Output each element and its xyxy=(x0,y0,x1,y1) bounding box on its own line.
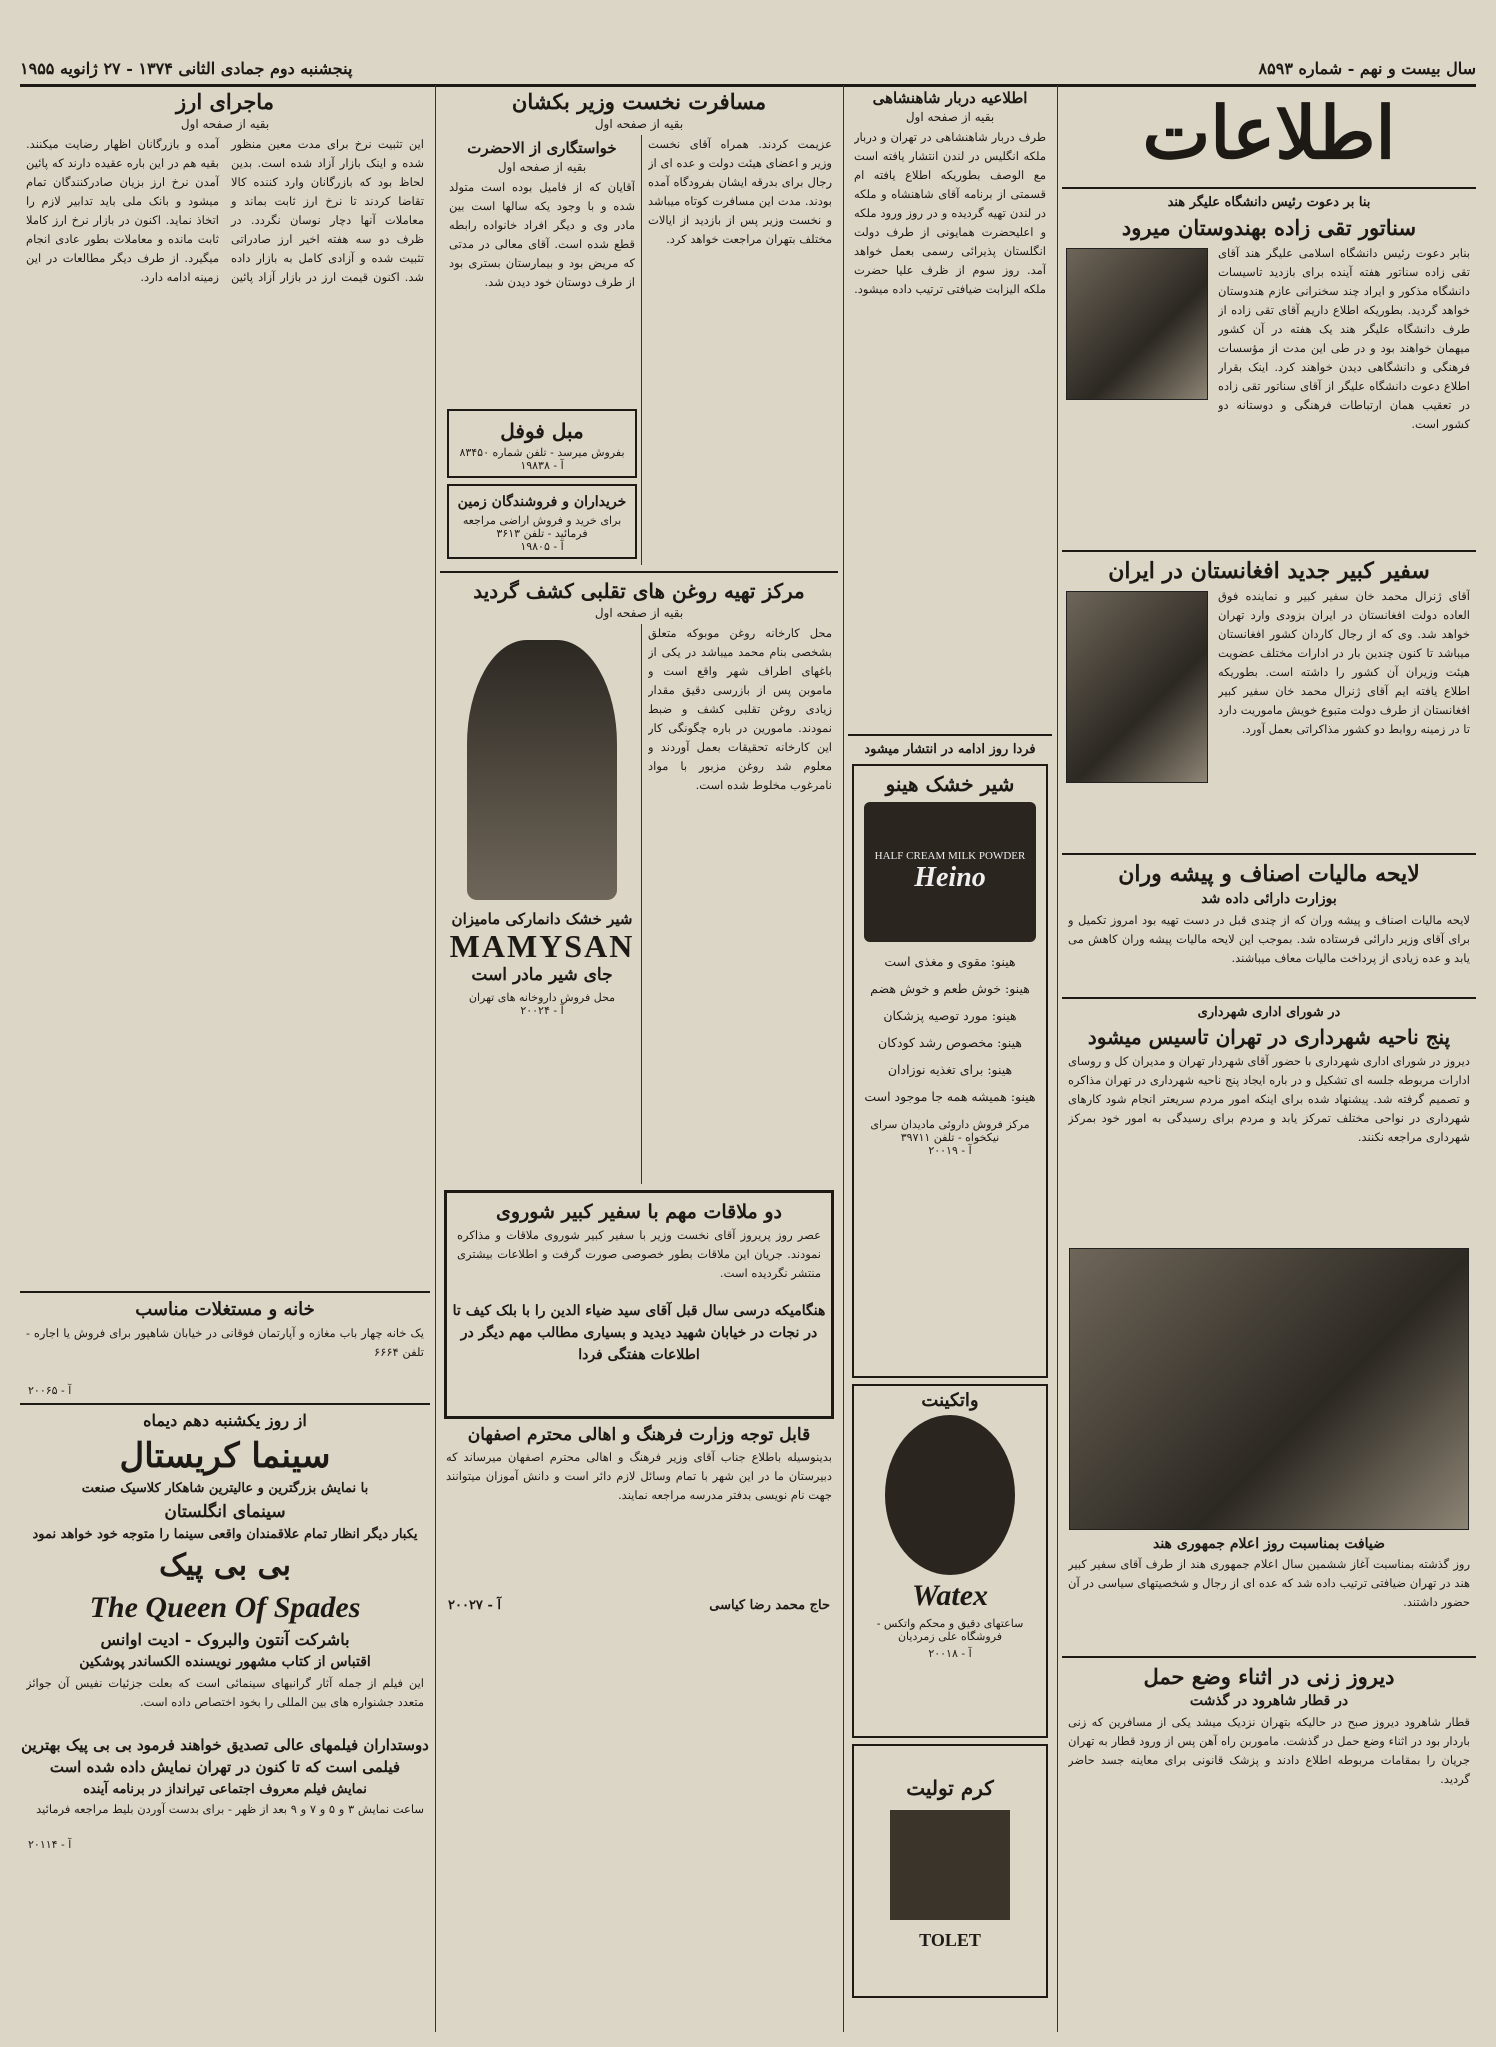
story-headline: ماجرای ارز xyxy=(176,89,274,114)
film-promo: دوستداران فیلمهای عالی تصدیق خواهند فرمود بی بی پیک بهترین فیلمی است که تا کنون در تهران نمایش داده شده است xyxy=(21,1735,429,1776)
mamysan-ad xyxy=(447,630,637,1170)
story-headline: پنج ناحیه شهرداری در تهران تاسیس میشود xyxy=(1087,1024,1451,1049)
ad-sub: جای شیر مادر است xyxy=(471,964,613,985)
story-body: دیروز در شورای اداری شهرداری با حضور آقای شهردار تهران و مدیران کل و روسای ادارات مربوطه جلسه ای تشکیل و در باره ایجاد پنج ناحیه شهرداری در تهران مذاکره و تصمیم گرفته شد. پیشنهاد شده برای اینکه امور مردم سریعتر انجام شود کارهای شهرداری در نواحی مختلف تمرکز یابد و مردم برای رسیدگی به امور خود بمرکز شهرداری مراجعه نکنند. xyxy=(1068,1053,1470,1144)
furniture-ad xyxy=(447,409,637,478)
column-left xyxy=(20,85,430,2032)
notice-line: فردا روز ادامه در انتشار میشود xyxy=(864,741,1036,757)
story-headline: سفیر کبیر جدید افغانستان در ایران xyxy=(1108,557,1430,584)
story-headline: مرکز تهیه روغن های تقلبی کشف گردید xyxy=(473,578,805,603)
ad-code: آ - ۲۰۰۱۹ xyxy=(928,1144,972,1157)
column-second xyxy=(848,85,1052,2032)
ad-code: آ - ۱۹۸۳۸ xyxy=(520,459,564,472)
cinema-line: سینمای انگلستان xyxy=(164,1501,286,1522)
film-cast: باشرکت آنتون والبروک - ادیت اوانس xyxy=(100,1630,350,1649)
column-right xyxy=(1062,85,1476,2032)
story-subhead: در قطار شاهرود در گذشت xyxy=(1189,1692,1349,1709)
ad-line: هینو: برای تغذیه نوزادان xyxy=(887,1062,1013,1077)
story-subhead: بقیه از صفحه اول xyxy=(594,117,684,132)
story-body: این تثبیت نرخ برای مدت معین منظور شده و اینک بازار آزاد شده است. بدین لحاظ بود که بازرگانان وارد کننده کالا تقاضا کردند تا نرخ ارز ثابت بماند و معاملات آنها دچار نوسان نگردد. در ظرف دو سه هفته اخیر ارز صادراتی تثبیت شده و آزادی کامل به بازار داده شد. اکنون قیمت ارز در بازار آزاد پائین آمده و بازرگانان اظهار رضایت میکنند. بقیه هم در این باره عقیده دارند که پائین آمدن نرخ ارز بزیان صادرکنندگان تمام میشود و بانک ملی باید تدابیر لازم را اتخاذ نماید. اکنون در بازار نرخ ارز کاملا ثابت مانده و معاملات بطور عادی انجام میگیرد. از طرف دیگر مطالعات در این زمینه ادامه دارد. xyxy=(26,137,424,285)
story-kicker: بنا بر دعوت رئیس دانشگاه علیگر هند xyxy=(1167,195,1371,210)
ad-title: خریداران و فروشندگان زمین xyxy=(457,494,627,510)
story-headline: دیروز زنی در اثناء وضع حمل xyxy=(1143,1664,1395,1690)
story-body: آقای ژنرال محمد خان سفیر کبیر و نماینده فوق العاده دولت افغانستان در ایران بزودی وارد تهران خواهد شد. وی که از رجال کاردان کشور افغانستان میباشد تا کنون چندین بار در ادارات مختلف عضویت هیئت وزیران آن کشور را داشته است. بطوریکه اطلاع یافته ایم آقای ژنرال محمد خان سفیر کبیر افغانستان از طرف دولت متبوع خویش ماموریت دارد تا در زمینه روابط دو کشور مذاکراتی بعمل آورد. xyxy=(1218,589,1470,736)
milk-can-illustration xyxy=(864,802,1036,942)
film-title-latin: The Queen Of Spades xyxy=(89,1590,361,1624)
story-headline: سناتور تقی زاده بهندوستان میرود xyxy=(1121,215,1417,241)
ad-line: هینو: مخصوص رشد کودکان xyxy=(878,1035,1022,1050)
film-next: نمایش فیلم معروف اجتماعی تیرانداز در برنامه آینده xyxy=(83,1781,367,1797)
ad-text: بفروش میرسد - تلفن شماره ۸۳۴۵۰ xyxy=(459,446,625,459)
cream-illustration xyxy=(890,1810,1010,1920)
ad-code: آ - ۲۰۰۲۴ xyxy=(520,1003,564,1017)
story-subhead: بقیه از صفحه اول xyxy=(905,109,995,124)
news-photo xyxy=(1069,1248,1469,1530)
ad-latin-brand: Heino xyxy=(914,862,986,893)
tolet-ad xyxy=(852,1744,1048,1998)
ad-title: مبل فوفل xyxy=(500,419,584,443)
story-body: قطار شاهرود دیروز صبح در حالیکه بتهران نزدیک میشد یکی از مسافرین که زنی باردار بود در اثناء وضع حمل در گذشت. ماموربن راه آهن پس از ورود قطار به تهران جریان را بمقامات مربوطه اطلاع دادند و پزشک قانونی برای معاینه جسد حاضر گردید. xyxy=(1068,1714,1470,1786)
ad-text: برای خرید و فروش اراضی مراجعه فرمائید - تلفن ۳۶۱۳ xyxy=(462,513,622,540)
film-title-fa: بی بی پیک xyxy=(159,1548,291,1583)
ad-code: آ - ۱۹۸۰۵ xyxy=(520,539,564,553)
cinema-name: سینما کریستال xyxy=(119,1435,331,1476)
ad-latin-brand: Watex xyxy=(911,1579,989,1612)
story-headline: قابل توجه وزارت فرهنگ و اهالی محترم اصفهان xyxy=(467,1424,811,1445)
ad-brand: شیر خشک دانمارکی مامیزان xyxy=(451,909,633,928)
ad-footer: ساعتهای دقیق و محکم واتکس - فروشگاه علی زمردیان xyxy=(876,1617,1024,1643)
ad-code: آ - ۲۰۰۲۷ xyxy=(448,1597,501,1613)
ad-brand: کرم تولیت xyxy=(906,1776,994,1800)
film-author: اقتباس از کتاب مشهور نویسنده الکساندر پوشکین xyxy=(79,1654,371,1670)
weekly-promo-box xyxy=(444,1190,834,1419)
story-signature: حاج محمد رضا کیاسی xyxy=(709,1597,830,1613)
portrait-photo xyxy=(1066,248,1208,400)
story-subhead: بقیه از صفحه اول xyxy=(594,605,684,620)
ad-line: هینو: همیشه همه جا موجود است xyxy=(864,1089,1036,1104)
ad-title: خانه و مستغلات مناسب xyxy=(135,1299,315,1321)
watex-ad xyxy=(852,1384,1048,1738)
land-ad xyxy=(447,484,637,559)
box-highlight: هنگامیکه درسی سال قبل آقای سید ضیاء الدین را با بلک کیف تا در نجات در خیابان شهید دیدید و بسیاری مطالب مهم دیگر در اطلاعات هفتگی فردا xyxy=(452,1303,826,1364)
ad-line: هینو: خوش طعم و خوش هضم xyxy=(870,981,1030,996)
ad-line: هینو: مورد توصیه پزشکان xyxy=(883,1008,1017,1023)
portrait-photo xyxy=(1066,591,1208,783)
issue-date: پنجشنبه دوم جمادی الثانی ۱۳۷۴ - ۲۷ ژانویه ۱۹۵۵ xyxy=(20,58,353,78)
story-body: بنابر دعوت رئیس دانشگاه اسلامی علیگر هند آقای تقی زاده سناتور هفته آینده برای بازدید تاسیسات دانشگاه مذکور و ایراد چند سخنرانی عازم هندوستان خواهد گردید. بطوریکه اطلاع داریم آقای تقی زاده از طرف دانشگاه علیگر هند یک هفته در آن کشور میهمان خواهند بود و در طی این مدت از مؤسسات فرهنگی و دانشگاهی دیدن خواهند کرد. اینک بقرار اطلاع دعوت دانشگاه علیگر از آقای سناتور تقی زاده در تعقیب همان ارتباطات فرهنگی و دوستانه دو کشور است. xyxy=(1218,245,1470,431)
ad-latin-line: HALF CREAM MILK POWDER xyxy=(874,850,1026,862)
ad-footer: مرکز فروش داروئی مادیدان سرای نیکخواه - تلفن ۳۹۷۱۱ xyxy=(870,1118,1030,1144)
photo-text: روز گذشته بمناسبت آغاز ششمین سال اعلام جمهوری هند از طرف آقای سفیر کبیر هند در تهران ضیافتی ترتیب داده شد که عده ای از رجال و شخصیتهای سیاسی در آن حضور داشتند. xyxy=(1068,1557,1470,1610)
photo-caption: ضیافت بمناسبت روز اعلام جمهوری هند xyxy=(1152,1535,1386,1552)
cinema-line: با نمایش بزرگترین و عالیترین شاهکار کلاسیک صنعت xyxy=(81,1481,369,1497)
story-body: بدینوسیله باطلاع جناب آقای وزیر فرهنگ و اهالی محترم اصفهان میرساند که دبیرستان ما در این شهر با تمام وسائل لازم دائر است و دانش آموزان میتوانند جهت نام نویسی بدفتر مدرسه مراجعه نمایند. xyxy=(446,1449,832,1502)
ad-brand: شیر خشک هینو xyxy=(885,772,1015,796)
column-divider xyxy=(435,85,436,2032)
story-body: لایحه مالیات اصناف و پیشه وران که از چندی قبل در دست تهیه بود امروز تکمیل و برای آقای وزیر دارائی فرستاده شد. بموجب این لایحه مالیات پیشه وران کاهش می یابد و عده زیادی از پرداخت مالیات معاف میباشند. xyxy=(1068,912,1470,965)
cinema-line: یکبار دیگر انظار تمام علاقمندان واقعی سینما را متوجه خود خواهد نمود xyxy=(32,1526,418,1542)
story-headline: اطلاعیه دربار شاهنشاهی xyxy=(872,89,1028,107)
sidebar-headline: خواستگاری از الاحضرت xyxy=(467,139,617,158)
story-subhead: بقیه از صفحه اول xyxy=(180,117,270,132)
story-headline: مسافرت نخست وزیر بکشان xyxy=(511,89,767,114)
ad-latin-brand: TOLET xyxy=(919,1930,981,1950)
watch-illustration xyxy=(885,1415,1015,1575)
ad-footer: محل فروش داروخانه های تهران xyxy=(468,990,616,1004)
story-subhead: بوزارت دارائی داده شد xyxy=(1201,890,1337,907)
box-body: عصر روز پریروز آقای نخست وزیر با سفیر کبیر شوروی ملاقات و مذاکره نمودند. جریان این ملاقات بطور خصوصی صورت گرفت و اطلاعات بیشتری منتشر نگردیده است. xyxy=(457,1228,821,1281)
column-third xyxy=(440,85,838,2032)
cinema-kicker: از روز یکشنبه دهم دیماه xyxy=(143,1410,307,1430)
story-kicker: در شورای اداری شهرداری xyxy=(1197,1004,1341,1020)
ad-code: آ - ۲۰۰۶۵ xyxy=(28,1383,72,1397)
box-headline: دو ملاقات مهم با سفیر کبیر شوروی xyxy=(496,1200,782,1223)
masthead-logo: اطلاعات xyxy=(1142,90,1396,175)
ad-code: آ - ۲۰۱۱۴ xyxy=(28,1837,72,1851)
story-body: محل کارخانه روغن موبوکه متعلق بشخصی بنام محمد میباشد در یکی از باغهای اطراف شهر واقع است و ماموبن پس از بازرسی دقیق مقدار زیادی روغن تقلبی کشف و ضبط نمودند. مامورین در باره چگونگی کار این کارخانه تحقیقات بعمل آوردند و معلوم شد روغن مزبور با مواد نامرغوب مخلوط شده است. xyxy=(648,625,832,792)
story-subhead: بقیه از صفحه اول xyxy=(497,160,587,174)
issue-number: سال بیست و نهم - شماره ۸۵۹۳ xyxy=(1258,58,1476,78)
ad-brand: واتکینت xyxy=(921,1390,979,1411)
ad-text: یک خانه چهار باب مغازه و آپارتمان فوقانی در خیابان شاهپور برای فروش یا اجاره - تلفن ۶۶۶۴ xyxy=(26,1325,424,1359)
heino-ad xyxy=(852,764,1048,1378)
ad-latin-brand: MAMYSAN xyxy=(449,927,635,964)
mother-child-illustration xyxy=(467,640,617,900)
sidebar-body: آقایان که از فامیل بوده است متولد شده و با وجود یکه سالها است بین مادر وی و دیگر افراد خانواده رابطه قطع شده است. آقای معالی در مدتی که مریض بود و بیمارستان بستری بود از طرف دوستان خود دیدن شد. xyxy=(449,180,635,289)
ad-code: آ - ۲۰۰۱۸ xyxy=(928,1647,972,1660)
column-divider xyxy=(843,85,844,2032)
issue-header xyxy=(20,58,1476,87)
story-body: عزیمت کردند. همراه آقای نخست وزیر و اعضای هیئت دولت و عده ای از رجال برای بدرقه ایشان بفرودگاه آمده بودند. مدت این مسافرت کوتاه میباشد و نخست وزیر پس از بازدید از ایالات مختلف بتهران مراجعت خواهد کرد. xyxy=(648,137,832,247)
ad-line: هینو: مقوی و مغذی است xyxy=(884,954,1016,969)
column-divider xyxy=(1057,85,1058,2032)
film-description: این فیلم از جمله آثار گرانبهای سینمائی است که بعلت جزئیات نفیس آن جوائز متعدد جشنواره های بین المللی را بخود اختصاص داده است. xyxy=(26,1675,424,1709)
film-footer: ساعت نمایش ۳ و ۵ و ۷ و ۹ بعد از ظهر - برای بدست آوردن بلیط مراجعه فرمائید xyxy=(36,1801,424,1816)
story-headline: لایحه مالیات اصناف و پیشه وران xyxy=(1118,861,1420,887)
story-body: طرف دربار شاهنشاهی در تهران و دربار ملکه انگلیس در لندن انتشار یافته است مع الوصف بطوریکه اطلاع یافته ام قسمتی از برنامه آقای شاهنشاه و ملکه در لندن تهیه گردیده و در روز ورود ملکه و اعلیحضرت همایونی از طرف دولت انگلستان پذیرائی رسمی بعمل خواهد آمد. روز سوم از ظرف علیا حضرت ملکه الیزابت ضیافتی ترتیب داده میشود. xyxy=(854,129,1046,296)
